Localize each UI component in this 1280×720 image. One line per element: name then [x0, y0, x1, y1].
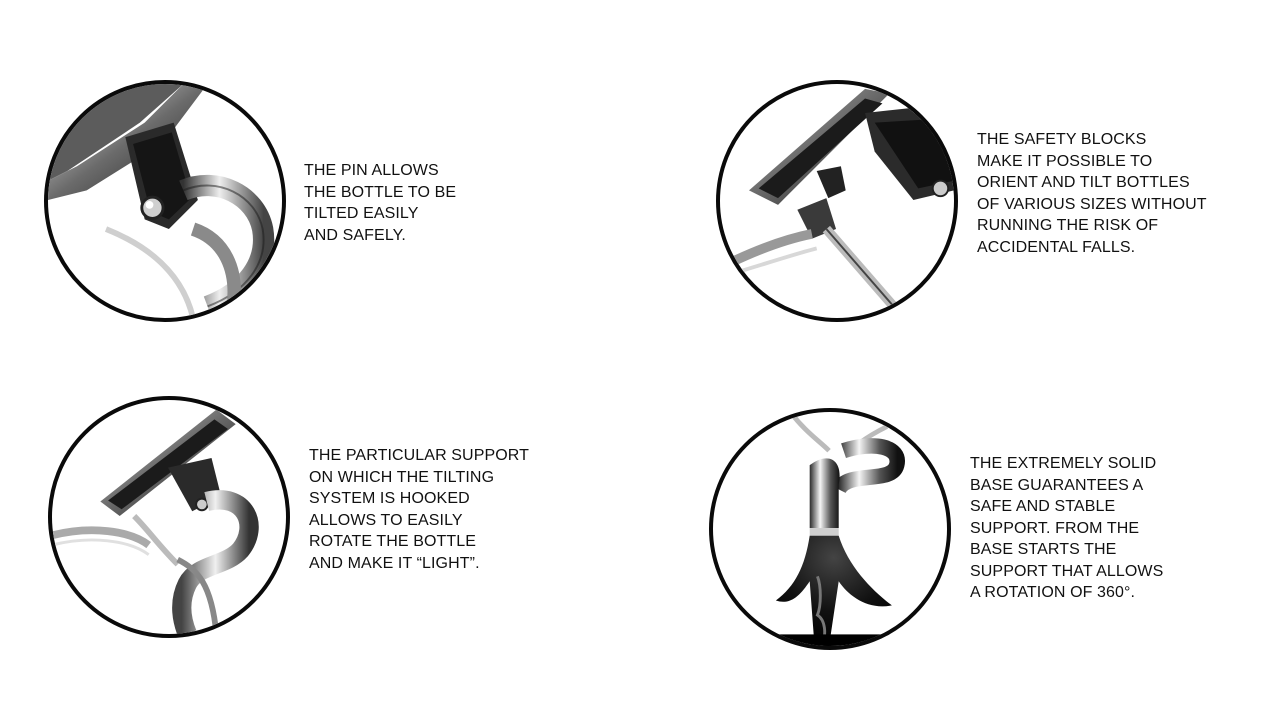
base-detail-image — [709, 408, 951, 650]
pin-caption — [304, 160, 456, 246]
safety-blocks-caption — [977, 129, 1207, 258]
caption-line: THE PARTICULAR SUPPORT — [309, 447, 530, 464]
caption-line: AND MAKE IT “LIGHT”. — [309, 554, 480, 572]
caption-line: OF VARIOUS SIZES WITHOUT — [977, 195, 1207, 213]
support-detail-image — [48, 396, 290, 638]
caption-line: AND SAFELY. — [304, 226, 406, 244]
caption-line: ROTATE THE BOTTLE — [309, 533, 477, 550]
safety-blocks-illustration — [720, 84, 954, 318]
base-caption — [970, 453, 1163, 604]
caption-line: ON WHICH THE TILTING — [309, 468, 495, 486]
pin-detail-image — [44, 80, 286, 322]
safety-blocks-detail-image — [716, 80, 958, 322]
pin-illustration — [48, 84, 282, 318]
caption-line: SAFE AND STABLE — [970, 498, 1116, 515]
caption-line: THE EXTREMELY SOLID — [970, 455, 1157, 472]
support-caption — [309, 445, 529, 574]
caption-line: SUPPORT THAT ALLOWS — [970, 562, 1164, 580]
caption-line: THE PIN ALLOWS — [304, 162, 439, 179]
caption-line: RUNNING THE RISK OF — [977, 217, 1159, 234]
caption-line: THE SAFETY BLOCKS — [977, 131, 1147, 148]
caption-line: BASE GUARANTEES A — [970, 476, 1144, 494]
support-illustration — [52, 400, 286, 634]
caption-line: ACCIDENTAL FALLS. — [977, 238, 1136, 256]
caption-line: SYSTEM IS HOOKED — [309, 490, 470, 507]
base-illustration — [713, 412, 947, 646]
caption-line: ORIENT AND TILT BOTTLES — [977, 174, 1190, 191]
caption-line: THE BOTTLE TO BE — [304, 183, 457, 201]
caption-line: A ROTATION OF 360°. — [970, 584, 1136, 601]
caption-line: TILTED EASILY — [304, 205, 419, 222]
caption-line: ALLOWS TO EASILY — [309, 511, 463, 529]
caption-line: BASE STARTS THE — [970, 541, 1117, 558]
caption-line: MAKE IT POSSIBLE TO — [977, 152, 1153, 170]
caption-line: SUPPORT. FROM THE — [970, 519, 1140, 537]
